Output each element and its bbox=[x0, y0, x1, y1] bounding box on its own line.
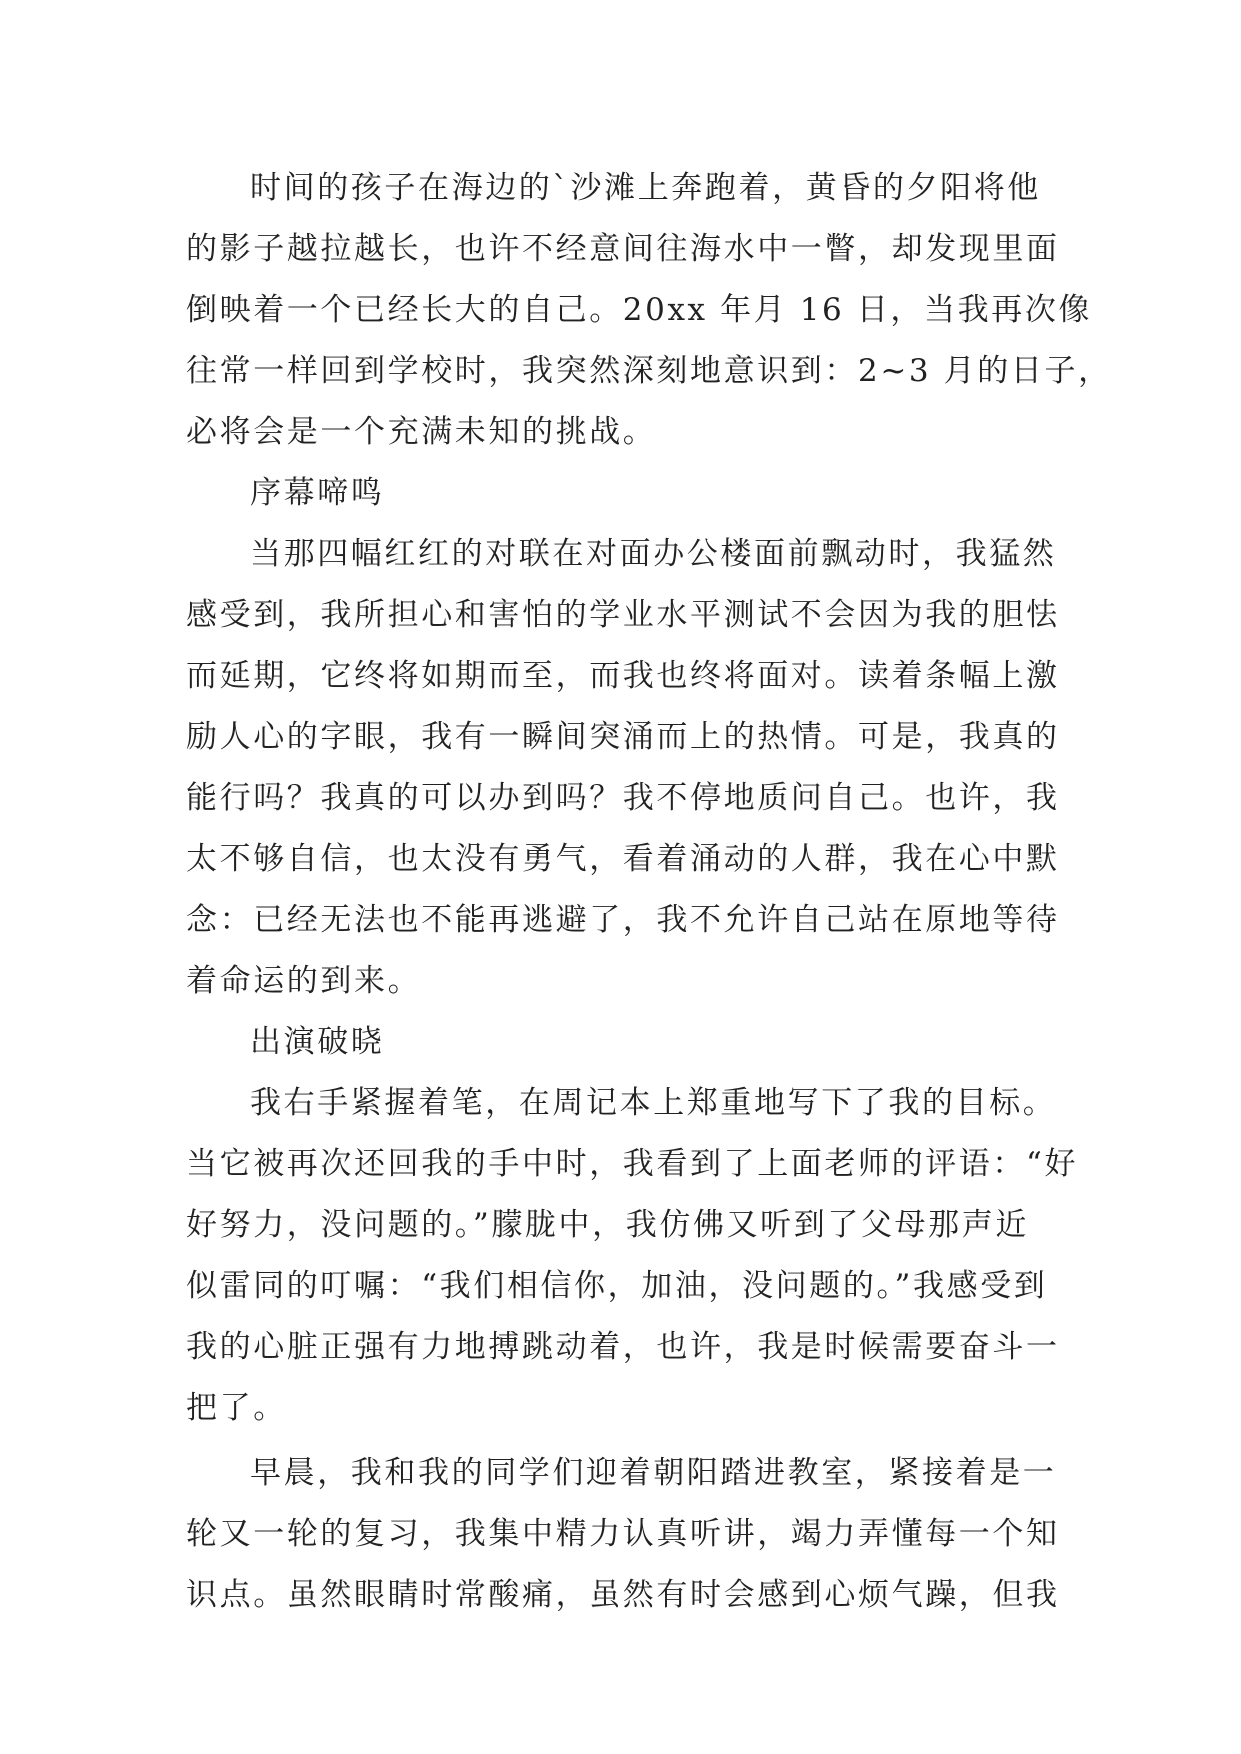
text-line: 时间的孩子在海边的`沙滩上奔跑着，黄昏的夕阳将他 bbox=[250, 170, 1041, 206]
text-line: 似雷同的叮嘱：“我们相信你，加油，没问题的。”我感受到 bbox=[186, 1268, 1048, 1304]
text-line: 早晨，我和我的同学们迎着朝阳踏进教室，紧接着是一 bbox=[250, 1455, 1057, 1491]
text-line: 我的心脏正强有力地搏跳动着，也许，我是时候需要奋斗一 bbox=[186, 1329, 1060, 1365]
heading-text: 序幕啼鸣 bbox=[250, 475, 385, 511]
paragraph bbox=[186, 1443, 1066, 1626]
text-line: 轮又一轮的复习，我集中精力认真听讲，竭力弄懂每一个知 bbox=[186, 1516, 1060, 1552]
text-line: 把了。 bbox=[186, 1390, 287, 1426]
text-line: 能行吗？我真的可以办到吗？我不停地质问自己。也许，我 bbox=[186, 780, 1060, 816]
text-line: 念：已经无法也不能再逃避了，我不允许自己站在原地等待 bbox=[186, 902, 1060, 938]
text-line: 我右手紧握着笔，在周记本上郑重地写下了我的目标。 bbox=[250, 1085, 1057, 1121]
text-line: 必将会是一个充满未知的挑战。 bbox=[186, 414, 657, 450]
heading-text: 出演破晓 bbox=[250, 1024, 385, 1060]
text-line: 着命运的到来。 bbox=[186, 963, 422, 999]
text-line: 励人心的字眼，我有一瞬间突涌而上的热情。可是，我真的 bbox=[186, 719, 1060, 755]
section-heading bbox=[186, 1012, 1066, 1073]
document-body bbox=[186, 158, 1112, 1626]
text-line: 的影子越拉越长，也许不经意间往海水中一瞥，却发现里面 bbox=[186, 231, 1060, 267]
text-line: 倒映着一个已经长大的自己。20xx 年月 16 日，当我再次像 bbox=[186, 292, 1093, 328]
text-line: 而延期，它终将如期而至，而我也终将面对。读着条幅上激 bbox=[186, 658, 1060, 694]
text-line: 当它被再次还回我的手中时，我看到了上面老师的评语：“好 bbox=[186, 1146, 1079, 1182]
paragraph bbox=[186, 524, 1066, 1012]
text-line: 识点。虽然眼睛时常酸痛，虽然有时会感到心烦气躁，但我 bbox=[186, 1577, 1060, 1613]
text-line: 太不够自信，也太没有勇气，看着涌动的人群，我在心中默 bbox=[186, 841, 1060, 877]
paragraph bbox=[186, 158, 1112, 463]
paragraph bbox=[186, 1073, 1079, 1439]
text-line: 好努力，没问题的。”朦胧中，我仿佛又听到了父母那声近 bbox=[186, 1207, 1029, 1243]
text-line: 当那四幅红红的对联在对面办公楼面前飘动时，我猛然 bbox=[250, 536, 1057, 572]
text-line: 往常一样回到学校时，我突然深刻地意识到：2~3 月的日子， bbox=[186, 353, 1112, 389]
text-line: 感受到，我所担心和害怕的学业水平测试不会因为我的胆怯 bbox=[186, 597, 1060, 633]
section-heading bbox=[186, 463, 1066, 524]
